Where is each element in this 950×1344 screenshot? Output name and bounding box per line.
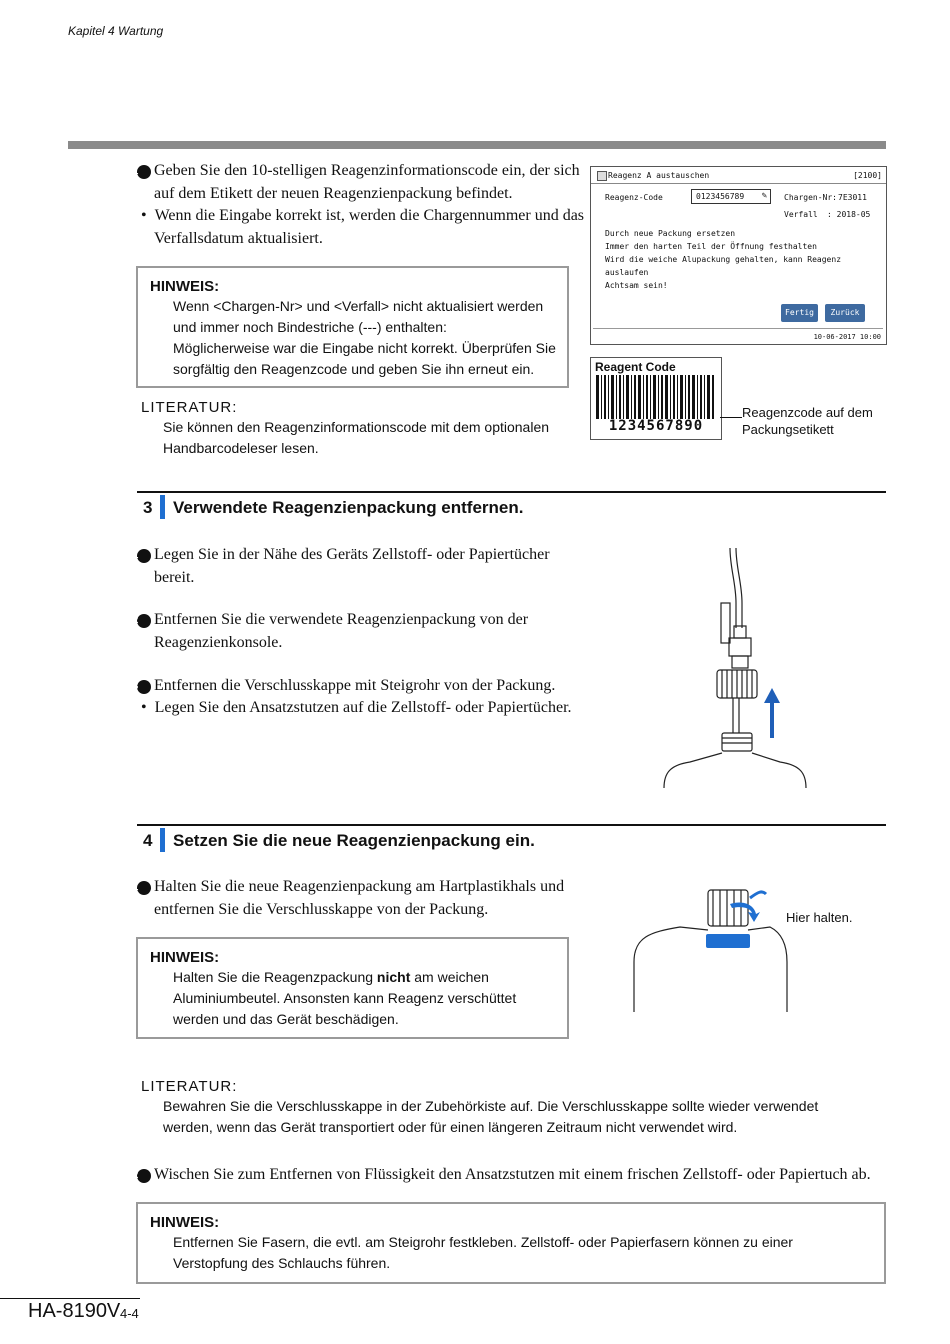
screen-titlebar [591,167,886,184]
note-box [136,937,569,1039]
instruction-text: Legen Sie in der Nähe des Geräts Zellstoff- oder Papiertücher bereit. [154,546,550,586]
note-title: HINWEIS: [150,949,220,966]
step-number-badge: 1 [137,881,151,895]
bullet-item: • Legen Sie den Ansatzstutzen auf die Zellstoff- oder Papiertücher. [141,699,572,716]
literature-text: Bewahren Sie die Verschlusskappe in der Zubehörkiste auf. Die Verschlusskappe sollte wieder verwendet werden, wenn das Gerät transportiert oder für einen längeren Zeitraum nicht verwendet wird. [163,1098,819,1135]
step-number: 4 [143,831,153,850]
barcode-caption: Reagenzcode auf dem Packungsetikett [742,405,873,437]
lot-value: 7E3011 [838,193,867,202]
barcode-icon [596,375,716,419]
instruction-item-1 [132,875,594,921]
step-number-badge: 2 [137,614,151,628]
instruction-text: Entfernen die Verschlusskappe mit Steigrohr von der Packung. [154,677,556,694]
note-box [136,1202,886,1284]
note-text-part: am weichen Aluminiumbeutel. Ansonsten kann Reagenz verschüttet werden und das Gerät beschädigen. [173,969,517,1027]
step-accent-bar [160,828,165,852]
hold-label: Hier halten. [786,910,853,925]
instruction-item-2 [132,608,584,654]
barcode-label [590,357,722,440]
header-rule [68,141,886,149]
note-text-part: Halten Sie die Reagenzpackung [173,969,377,985]
step-rule [137,824,886,826]
note-title: HINWEIS: [150,278,220,295]
note-emphasis: nicht [376,969,411,985]
window-icon [597,171,607,181]
neck-highlight [706,934,750,948]
screen-message: Achtsam sein! [605,281,668,290]
fertig-button[interactable]: Fertig [781,304,818,322]
note-text: Entfernen Sie Fasern, die evtl. am Steigrohr festkleben. Zellstoff- oder Papierfasern können zu einer Verstopfung des Schlauchs führen. [173,1234,793,1271]
step-number-badge: 2 [137,1169,151,1183]
bullet-text: Legen Sie den Ansatzstutzen auf die Zellstoff- oder Papiertücher. [154,699,572,716]
instruction-text: Halten Sie die neue Reagenzienpackung am Hartplastikhals und entfernen Sie die Verschlusskappe von der Packung. [154,878,565,918]
screen-title: Reagenz A austauschen [608,171,710,180]
screen-messages [605,227,886,292]
screen-message: Wird die weiche Alupackung gehalten, kann Reagenz auslaufen [605,255,842,277]
instruction-item-2 [132,1163,903,1186]
instruction-item-1 [132,543,584,589]
screen-message: Durch neue Packung ersetzen [605,229,736,238]
step-rule [137,491,886,493]
step-number-badge: 1 [137,165,151,179]
literature-text: Sie können den Reagenzinformationscode mit dem optionalen Handbarcodeleser lesen. [163,419,550,456]
reagent-code-value: 0123456789 [696,192,745,201]
step-title: Setzen Sie die neue Reagenzienpackung ein. [173,831,535,850]
screen-datetime: 10-06-2017 10:00 [813,333,881,341]
note-box [136,266,569,388]
model-name: HA-8190V [28,1300,121,1322]
step-number-badge: 1 [137,549,151,563]
instruction-text: Entfernen Sie die verwendete Reagenzienpackung von der Reagenzienkonsole. [154,611,529,651]
reagent-code-input[interactable] [691,189,771,204]
step-number: 3 [143,498,153,517]
note-text: Möglicherweise war die Eingabe nicht korrekt. Überprüfen Sie sorgfältig den Reagenzcode und geben Sie ihn erneut ein. [173,340,556,377]
instruction-item-3 [132,674,594,697]
lot-label: Chargen-Nr: [784,193,837,202]
step-number-badge: 3 [137,680,151,694]
callout-line [720,417,742,418]
step-accent-bar [160,495,165,519]
screen-divider [593,328,883,329]
zurueck-button[interactable]: Zurück [825,304,865,322]
bullet-text: Wenn die Eingabe korrekt ist, werden die Chargennummer und das Verfallsdatum aktualisiert. [154,207,585,247]
note-title: HINWEIS: [150,1214,220,1231]
instruction-text: Geben Sie den 10-stelligen Reagenzinformationscode ein, der sich auf dem Etikett der neuen Reagenzienpackung befindet. [154,162,580,202]
cap-removal-illustration [660,548,810,793]
arrow-up-icon [764,688,780,738]
screen-message: Immer den harten Teil der Öffnung festhalten [605,242,817,251]
expiry-label: Verfall [784,210,818,219]
screen-code: [2100] [853,171,882,180]
chapter-header: Kapitel 4 Wartung [68,24,164,38]
literature-title: LITERATUR: [141,1078,238,1095]
note-text: Wenn <Chargen-Nr> und <Verfall> nicht aktualisiert werden und immer noch Bindestriche (---) enthalten: [173,298,544,335]
reagent-code-label: Reagenz-Code [605,193,663,202]
literature-title: LITERATUR: [141,399,238,416]
barcode-title: Reagent Code [595,360,676,374]
expiry-value: : 2018-05 [827,210,871,219]
instruction-text: Wischen Sie zum Entfernen von Flüssigkeit den Ansatzstutzen mit einem frischen Zellstoff- oder Papiertuch ab. [154,1166,871,1183]
hold-neck-illustration [630,882,790,1017]
step-title: Verwendete Reagenzienpackung entfernen. [173,498,524,517]
footer-rule [0,1298,140,1299]
page-number: 4-4 [120,1306,139,1321]
instruction-item-1 [132,159,584,205]
pencil-icon: ✎ [761,191,767,201]
bullet-item: • Wenn die Eingabe korrekt ist, werden die Chargennummer und das Verfallsdatum aktualisiert. [141,207,585,247]
device-screen [590,166,887,345]
barcode-number: 1234567890 [608,418,704,434]
note-text [173,967,543,1030]
